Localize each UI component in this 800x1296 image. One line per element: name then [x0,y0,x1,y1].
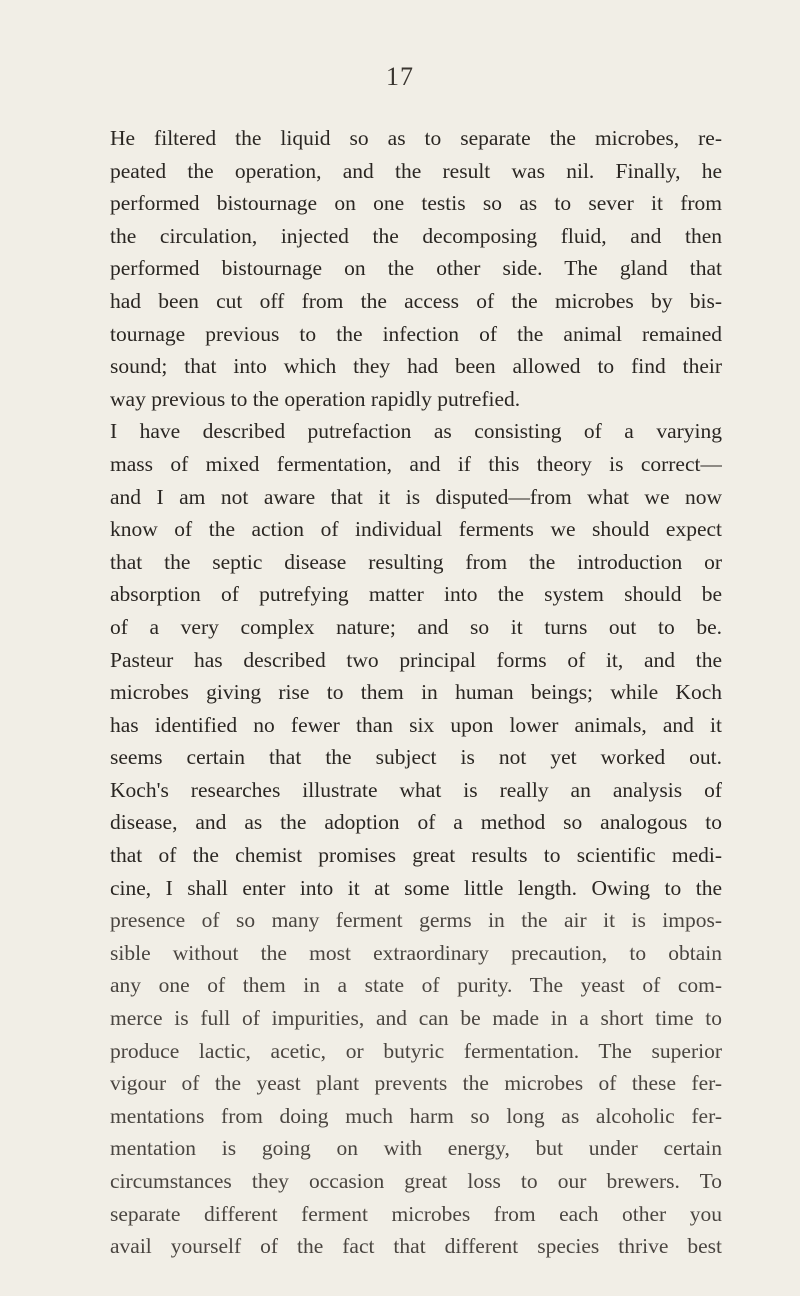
text-line: separate different ferment microbes from each other you [110,1201,722,1226]
text-line: I have described putrefaction as consisting of a varying [110,419,722,444]
body-text [110,122,722,1263]
text-line: the circulation, injected the decomposing fluid, and then [110,223,722,248]
text-line: had been cut off from the access of the microbes by bis- [110,288,722,313]
text-line: tournage previous to the infection of the animal remained [110,321,722,346]
text-line: absorption of putrefying matter into the system should be [110,582,722,607]
text-line: cine, I shall enter into it at some little length. Owing to the [110,875,722,900]
text-line: avail yourself of the fact that different species thrive best [110,1234,722,1259]
text-line: way previous to the operation rapidly putrefied. [110,386,521,411]
text-line: microbes giving rise to them in human beings; while Koch [110,680,722,705]
text-line: Pasteur has described two principal forms of it, and the [110,647,722,672]
text-line: He filtered the liquid so as to separate the microbes, re- [110,126,722,150]
text-line: performed bistournage on one testis so as to sever it from [110,191,722,216]
text-line: merce is full of impurities, and can be made in a short time to [110,1006,722,1031]
text-line: that the septic disease resulting from the introduction or [110,549,722,574]
text-line: any one of them in a state of purity. The yeast of com- [110,973,722,998]
text-line: Koch's researches illustrate what is really an analysis of [110,777,722,802]
text-line: know of the action of individual ferments we should expect [110,517,722,542]
text-line: sound; that into which they had been allowed to find their [110,354,722,379]
text-line: of a very complex nature; and so it turns out to be. [110,614,722,639]
text-line: sible without the most extraordinary precaution, to obtain [110,940,722,965]
text-line: mass of mixed fermentation, and if this theory is correct— [110,451,722,476]
text-line: disease, and as the adoption of a method so analogous to [110,810,722,835]
text-line: presence of so many ferment germs in the air it is impos- [110,908,722,933]
text-line: produce lactic, acetic, or butyric fermentation. The superior [110,1038,722,1063]
text-line: vigour of the yeast plant prevents the microbes of these fer- [110,1071,722,1096]
text-line: and I am not aware that it is disputed—from what we now [110,484,722,509]
text-line: performed bistournage on the other side. The gland that [110,256,722,281]
text-line: mentation is going on with energy, but under certain [110,1136,722,1161]
text-line: mentations from doing much harm so long as alcoholic fer- [110,1103,722,1128]
text-line: has identified no fewer than six upon lower animals, and it [110,712,722,737]
page-number: 17 [386,62,414,91]
text-line: peated the operation, and the result was nil. Finally, he [110,158,722,183]
text-line: seems certain that the subject is not yet worked out. [110,745,722,770]
text-line: circumstances they occasion great loss to our brewers. To [110,1169,722,1193]
text-line: that of the chemist promises great results to scientific medi- [110,843,722,868]
